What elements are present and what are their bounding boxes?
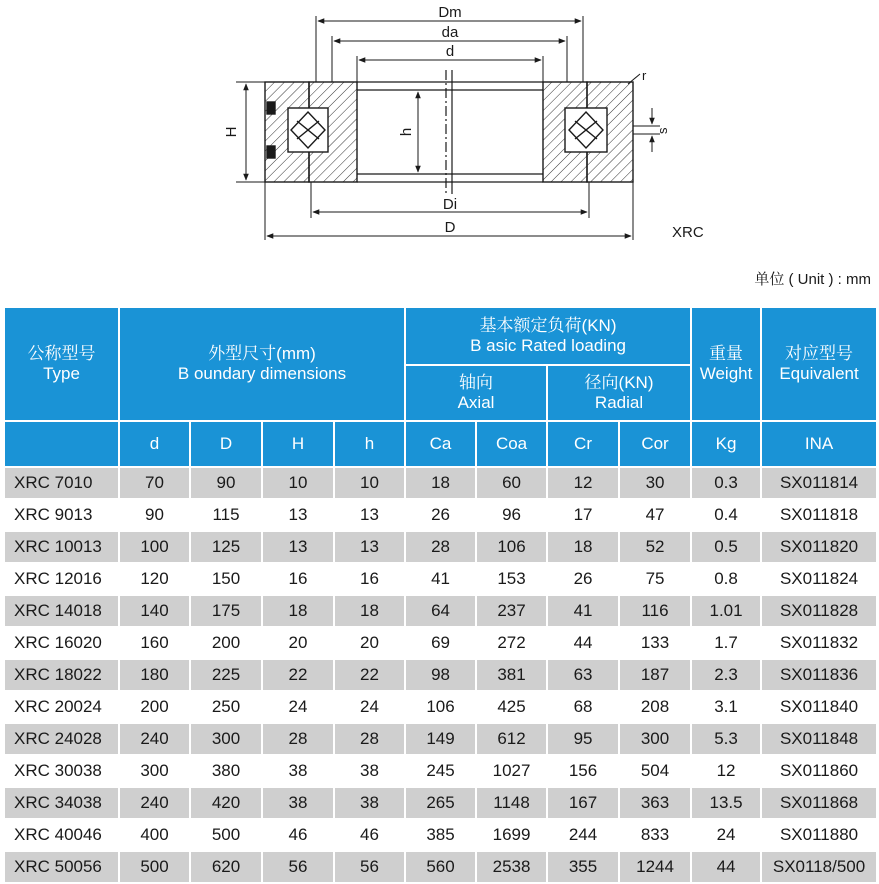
value-cell: SX011880 — [761, 819, 877, 851]
value-cell: 187 — [619, 659, 691, 691]
value-cell: 90 — [190, 467, 262, 499]
table-row — [4, 627, 877, 659]
value-cell: 100 — [119, 531, 190, 563]
value-cell: 0.3 — [691, 467, 761, 499]
value-cell: 46 — [262, 819, 334, 851]
dim-label-da: da — [441, 24, 459, 41]
value-cell: 20 — [262, 627, 334, 659]
value-cell: 833 — [619, 819, 691, 851]
value-cell: 1148 — [476, 787, 547, 819]
value-cell: 63 — [547, 659, 619, 691]
value-cell: 24 — [691, 819, 761, 851]
value-cell: 167 — [547, 787, 619, 819]
value-cell: 149 — [405, 723, 476, 755]
value-cell: 612 — [476, 723, 547, 755]
model-cell: XRC 20024 — [4, 691, 119, 723]
value-cell: 175 — [190, 595, 262, 627]
table-row — [4, 499, 877, 531]
value-cell: 13 — [262, 531, 334, 563]
table-row — [4, 691, 877, 723]
value-cell: 69 — [405, 627, 476, 659]
value-cell: 10 — [334, 467, 405, 499]
value-cell: 26 — [405, 499, 476, 531]
dim-label-s: s — [655, 127, 670, 134]
table-row — [4, 467, 877, 499]
value-cell: 41 — [405, 563, 476, 595]
header-symbol: INA — [761, 421, 877, 467]
table-body — [4, 467, 877, 883]
model-cell: XRC 40046 — [4, 819, 119, 851]
value-cell: 160 — [119, 627, 190, 659]
value-cell: 245 — [405, 755, 476, 787]
value-cell: 1027 — [476, 755, 547, 787]
value-cell: SX011828 — [761, 595, 877, 627]
dim-label-d: d — [445, 43, 455, 60]
value-cell: 38 — [262, 787, 334, 819]
value-cell: 237 — [476, 595, 547, 627]
value-cell: 381 — [476, 659, 547, 691]
value-cell: 225 — [190, 659, 262, 691]
value-cell: 200 — [119, 691, 190, 723]
header-symbol: H — [262, 421, 334, 467]
value-cell: 504 — [619, 755, 691, 787]
value-cell: 620 — [190, 851, 262, 883]
value-cell: 12 — [691, 755, 761, 787]
value-cell: 38 — [334, 787, 405, 819]
value-cell: 500 — [119, 851, 190, 883]
value-cell: 1.01 — [691, 595, 761, 627]
value-cell: 380 — [190, 755, 262, 787]
value-cell: 17 — [547, 499, 619, 531]
value-cell: SX011820 — [761, 531, 877, 563]
value-cell: 44 — [691, 851, 761, 883]
value-cell: 140 — [119, 595, 190, 627]
value-cell: SX011848 — [761, 723, 877, 755]
value-cell: 240 — [119, 723, 190, 755]
value-cell: 244 — [547, 819, 619, 851]
header-symbol: Coa — [476, 421, 547, 467]
value-cell: 300 — [619, 723, 691, 755]
value-cell: 425 — [476, 691, 547, 723]
value-cell: 208 — [619, 691, 691, 723]
header-symbol: Ca — [405, 421, 476, 467]
value-cell: 363 — [619, 787, 691, 819]
value-cell: 68 — [547, 691, 619, 723]
value-cell: 385 — [405, 819, 476, 851]
model-cell: XRC 9013 — [4, 499, 119, 531]
value-cell: 56 — [334, 851, 405, 883]
header-blank — [4, 421, 119, 467]
value-cell: 120 — [119, 563, 190, 595]
value-cell: 116 — [619, 595, 691, 627]
value-cell: SX011832 — [761, 627, 877, 659]
value-cell: 20 — [334, 627, 405, 659]
dim-label-h: h — [398, 127, 415, 137]
table-row — [4, 563, 877, 595]
model-cell: XRC 24028 — [4, 723, 119, 755]
model-cell: XRC 16020 — [4, 627, 119, 659]
value-cell: 156 — [547, 755, 619, 787]
value-cell: 18 — [262, 595, 334, 627]
value-cell: 265 — [405, 787, 476, 819]
value-cell: 18 — [405, 467, 476, 499]
value-cell: 1699 — [476, 819, 547, 851]
unit-label: 单位 ( Unit ) : mm — [754, 271, 871, 288]
table-row — [4, 723, 877, 755]
model-cell: XRC 34038 — [4, 787, 119, 819]
table-row — [4, 787, 877, 819]
value-cell: 125 — [190, 531, 262, 563]
value-cell: 75 — [619, 563, 691, 595]
value-cell: 98 — [405, 659, 476, 691]
dim-label-r: r — [642, 68, 647, 83]
value-cell: 1.7 — [691, 627, 761, 659]
model-cell: XRC 10013 — [4, 531, 119, 563]
table-row — [4, 659, 877, 691]
value-cell: 52 — [619, 531, 691, 563]
value-cell: 300 — [119, 755, 190, 787]
value-cell: 22 — [334, 659, 405, 691]
value-cell: 3.1 — [691, 691, 761, 723]
dim-label-Di: Di — [442, 196, 458, 213]
value-cell: 70 — [119, 467, 190, 499]
value-cell: SX011868 — [761, 787, 877, 819]
value-cell: 47 — [619, 499, 691, 531]
value-cell: 300 — [190, 723, 262, 755]
model-cell: XRC 18022 — [4, 659, 119, 691]
value-cell: 10 — [262, 467, 334, 499]
right-bearing-section — [543, 82, 633, 182]
header-radial: 径向(KN) Radial — [547, 365, 691, 421]
header-symbol: h — [334, 421, 405, 467]
value-cell: 115 — [190, 499, 262, 531]
value-cell: 272 — [476, 627, 547, 659]
value-cell: 106 — [405, 691, 476, 723]
value-cell: 26 — [547, 563, 619, 595]
value-cell: 56 — [262, 851, 334, 883]
value-cell: 12 — [547, 467, 619, 499]
value-cell: 28 — [262, 723, 334, 755]
table-row — [4, 819, 877, 851]
value-cell: 28 — [334, 723, 405, 755]
bearing-cross-section-drawing — [0, 0, 879, 300]
value-cell: 18 — [547, 531, 619, 563]
table-row — [4, 851, 877, 883]
model-cell: XRC 50056 — [4, 851, 119, 883]
table-row — [4, 595, 877, 627]
value-cell: 500 — [190, 819, 262, 851]
value-cell: 5.3 — [691, 723, 761, 755]
header-symbol: Cr — [547, 421, 619, 467]
value-cell: SX011824 — [761, 563, 877, 595]
value-cell: 2.3 — [691, 659, 761, 691]
value-cell: SX011840 — [761, 691, 877, 723]
value-cell: SX011836 — [761, 659, 877, 691]
header-symbol: D — [190, 421, 262, 467]
value-cell: 44 — [547, 627, 619, 659]
value-cell: 560 — [405, 851, 476, 883]
table-row — [4, 531, 877, 563]
value-cell: 180 — [119, 659, 190, 691]
table-row — [4, 755, 877, 787]
left-bearing-section — [265, 82, 357, 182]
value-cell: 13.5 — [691, 787, 761, 819]
specification-table — [3, 306, 878, 884]
bore — [357, 70, 543, 194]
value-cell: 0.4 — [691, 499, 761, 531]
value-cell: 90 — [119, 499, 190, 531]
value-cell: 95 — [547, 723, 619, 755]
value-cell: 38 — [334, 755, 405, 787]
value-cell: 1244 — [619, 851, 691, 883]
value-cell: 16 — [334, 563, 405, 595]
dim-label-Dm: Dm — [438, 4, 462, 21]
model-cell: XRC 12016 — [4, 563, 119, 595]
series-label: XRC — [672, 224, 704, 241]
value-cell: 64 — [405, 595, 476, 627]
value-cell: 13 — [334, 499, 405, 531]
model-cell: XRC 30038 — [4, 755, 119, 787]
value-cell: 46 — [334, 819, 405, 851]
value-cell: 16 — [262, 563, 334, 595]
value-cell: SX011860 — [761, 755, 877, 787]
value-cell: 22 — [262, 659, 334, 691]
model-cell: XRC 7010 — [4, 467, 119, 499]
value-cell: 96 — [476, 499, 547, 531]
header-symbol: Cor — [619, 421, 691, 467]
value-cell: 420 — [190, 787, 262, 819]
value-cell: 106 — [476, 531, 547, 563]
value-cell: SX011814 — [761, 467, 877, 499]
value-cell: 200 — [190, 627, 262, 659]
value-cell: 38 — [262, 755, 334, 787]
header-equivalent: 对应型号 Equivalent — [761, 307, 877, 421]
header-symbol: d — [119, 421, 190, 467]
header-rated-loading: 基本额定负荷(KN) B asic Rated loading — [405, 307, 691, 365]
header-axial: 轴向 Axial — [405, 365, 547, 421]
value-cell: SX0118/500 — [761, 851, 877, 883]
value-cell: 355 — [547, 851, 619, 883]
value-cell: 240 — [119, 787, 190, 819]
value-cell: 18 — [334, 595, 405, 627]
value-cell: 133 — [619, 627, 691, 659]
value-cell: 60 — [476, 467, 547, 499]
model-cell: XRC 14018 — [4, 595, 119, 627]
value-cell: 28 — [405, 531, 476, 563]
value-cell: 400 — [119, 819, 190, 851]
value-cell: 0.5 — [691, 531, 761, 563]
header-symbol: Kg — [691, 421, 761, 467]
value-cell: 30 — [619, 467, 691, 499]
value-cell: 13 — [262, 499, 334, 531]
value-cell: 153 — [476, 563, 547, 595]
value-cell: 13 — [334, 531, 405, 563]
header-boundary-dimensions: 外型尺寸(mm) B oundary dimensions — [119, 307, 405, 421]
value-cell: 41 — [547, 595, 619, 627]
value-cell: 150 — [190, 563, 262, 595]
header-weight: 重量 Weight — [691, 307, 761, 421]
value-cell: SX011818 — [761, 499, 877, 531]
dim-label-D: D — [444, 219, 456, 236]
value-cell: 24 — [334, 691, 405, 723]
value-cell: 24 — [262, 691, 334, 723]
value-cell: 0.8 — [691, 563, 761, 595]
value-cell: 250 — [190, 691, 262, 723]
header-type: 公称型号 Type — [4, 307, 119, 421]
dim-label-H: H — [223, 126, 240, 138]
value-cell: 2538 — [476, 851, 547, 883]
